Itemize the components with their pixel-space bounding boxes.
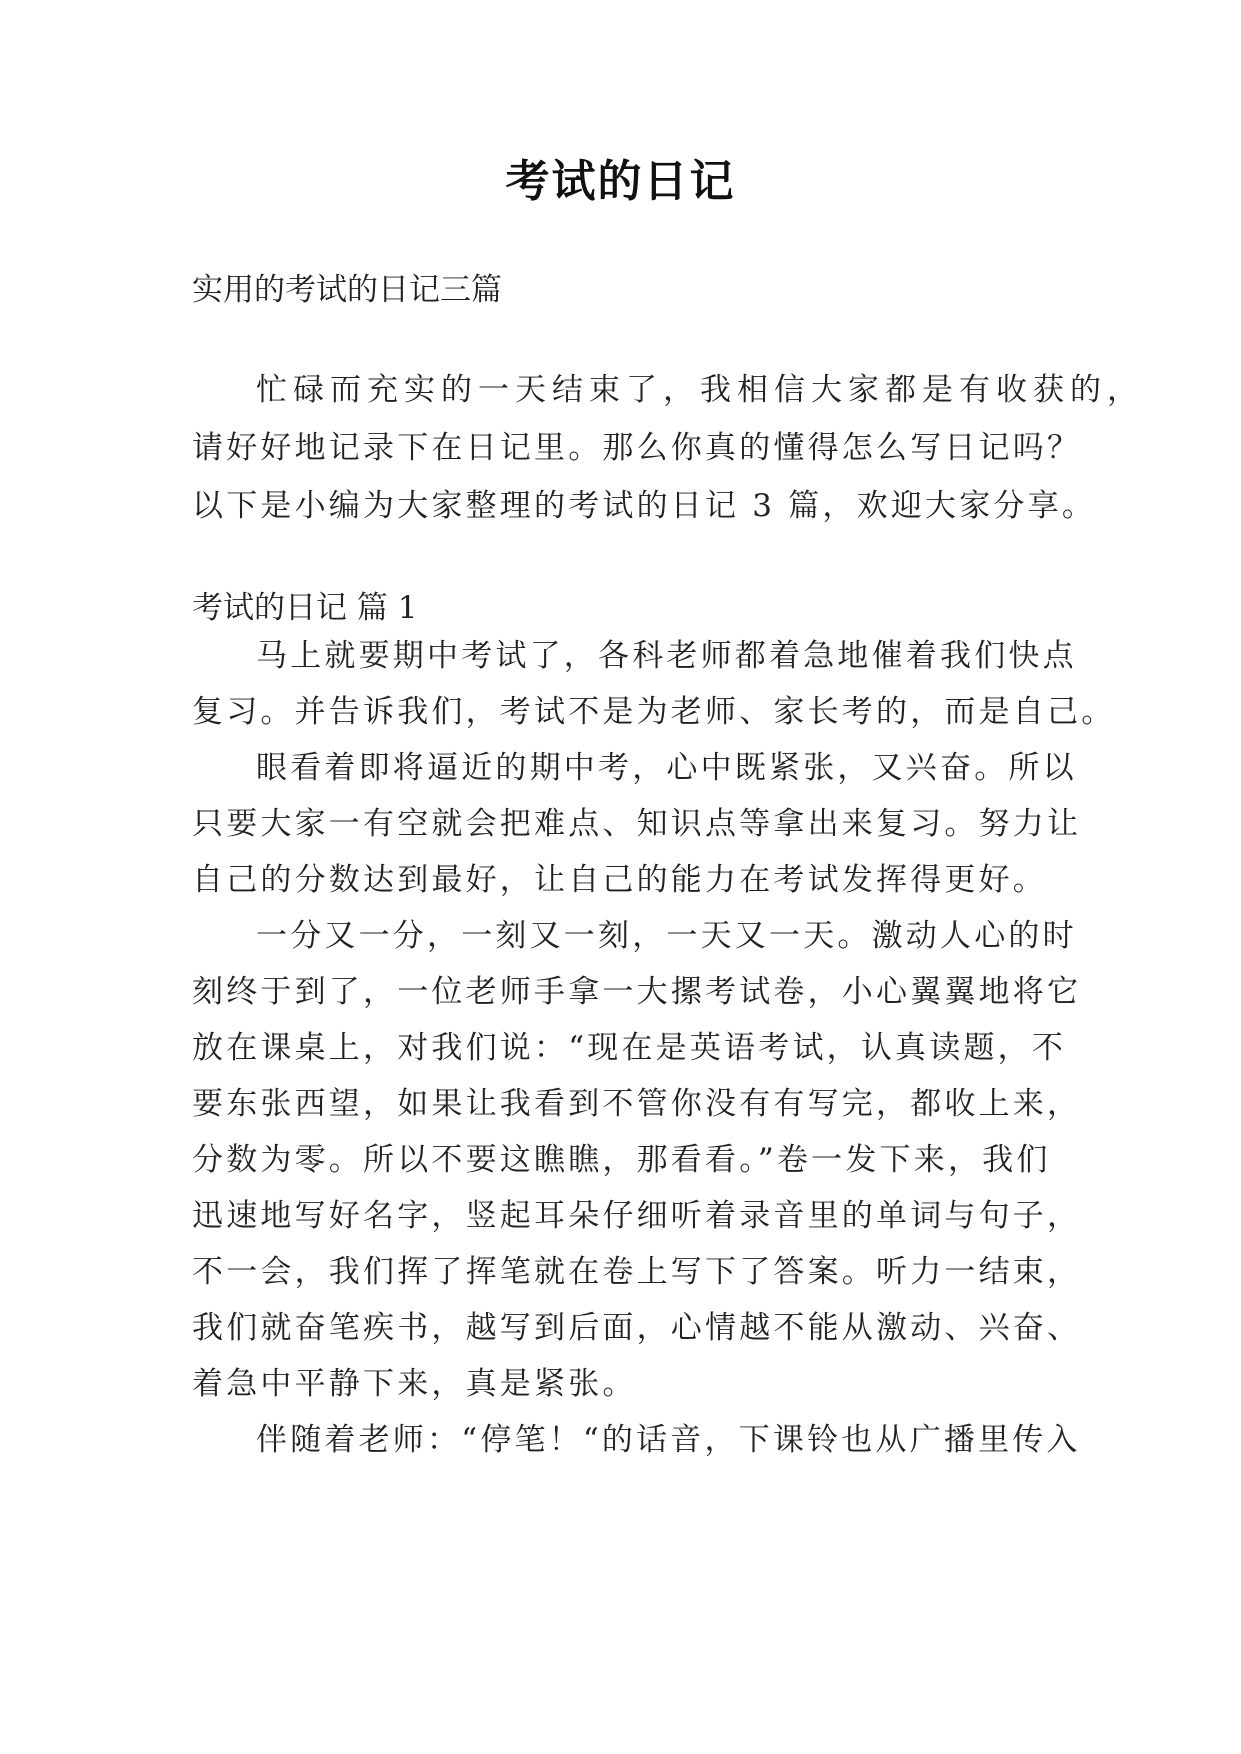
paragraph-line: 刻终于到了，一位老师手拿一大摞考试卷，小心翼翼地将它 [192, 974, 1082, 1010]
paragraph-line: 放在课桌上，对我们说：“现在是英语考试，认真读题，不 [192, 1030, 1067, 1066]
paragraph-line: 要东张西望，如果让我看到不管你没有有写完，都收上来， [192, 1086, 1082, 1122]
paragraph-line: 眼看着即将逼近的期中考，心中既紧张，又兴奋。所以 [256, 750, 1077, 786]
intro-line: 以下是小编为大家整理的考试的日记 3 篇，欢迎大家分享。 [192, 488, 1097, 524]
paragraph-line: 只要大家一有空就会把难点、知识点等拿出来复习。努力让 [192, 806, 1082, 842]
paragraph-line: 一分又一分，一刻又一刻，一天又一天。激动人心的时 [256, 918, 1077, 954]
paragraph-line: 马上就要期中考试了，各科老师都着急地催着我们快点 [256, 638, 1077, 674]
paragraph-line: 复习。并告诉我们，考试不是为老师、家长考的，而是自己。 [192, 694, 1116, 730]
paragraph-line: 分数为零。所以不要这瞧瞧，那看看。”卷一发下来，我们 [192, 1142, 1051, 1178]
paragraph-line: 不一会，我们挥了挥笔就在卷上写下了答案。听力一结束， [192, 1254, 1082, 1290]
paragraph-line: 迅速地写好名字，竖起耳朵仔细听着录音里的单词与句子， [192, 1198, 1082, 1234]
intro-line: 请好好地记录下在日记里。那么你真的懂得怎么写日记吗？ [192, 430, 1082, 466]
paragraph-line: 我们就奋笔疾书，越写到后面，心情越不能从激动、兴奋、 [192, 1310, 1082, 1346]
paragraph-line: 着急中平静下来，真是紧张。 [192, 1366, 637, 1402]
intro-line: 忙碌而充实的一天结束了，我相信大家都是有收获的， [256, 372, 1144, 408]
section-heading: 考试的日记 篇 1 [192, 590, 418, 626]
paragraph-line: 伴随着老师：“停笔！“的话音，下课铃也从广播里传入 [256, 1422, 1081, 1458]
document-subtitle: 实用的考试的日记三篇 [192, 272, 502, 308]
document-title: 考试的日记 [505, 156, 736, 207]
paragraph-line: 自己的分数达到最好，让自己的能力在考试发挥得更好。 [192, 862, 1047, 898]
